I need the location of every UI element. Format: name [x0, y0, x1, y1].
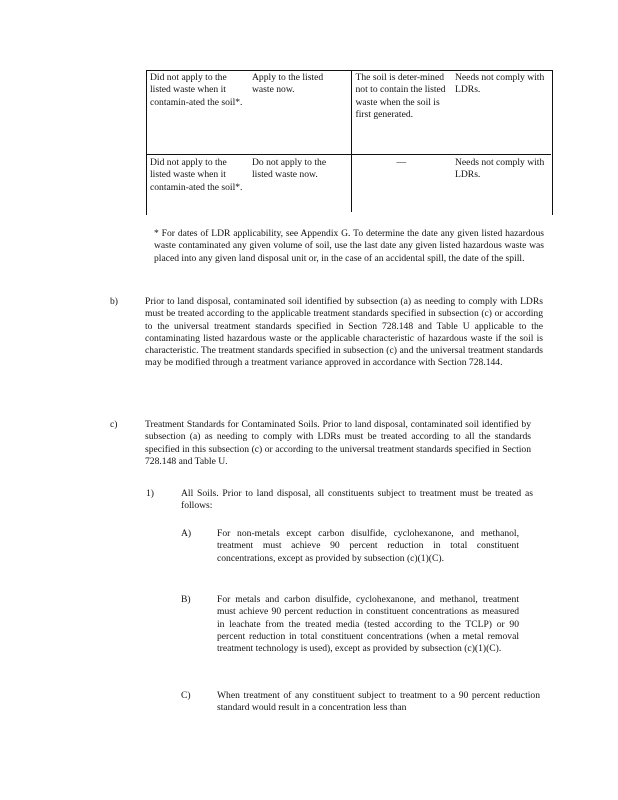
- table-footnote: * For dates of LDR applicability, see Appendix G. To determine the date any given listed hazardous waste contaminated any given volume of soil, use the last date any given listed hazardous waste was placed into any given land disposal unit or, in the case of an accidental spill, the date of the spill.: [154, 228, 544, 264]
- item-label: 1): [146, 488, 154, 499]
- table-cell: Did not apply to the listed waste when it contamin-ated the soil*.: [150, 157, 243, 193]
- table-row: [146, 70, 551, 155]
- section-label: b): [110, 296, 118, 307]
- section-c-text: Treatment Standards for Contaminated Soils. Prior to land disposal, contaminated soil identified by subsection (a) as needing to comply with LDRs must be treated according to all the standards specified in this subsection (c) or according to the universal treatment standards specified in Section 728.148 and Table U.: [145, 419, 531, 467]
- item-label: A): [181, 528, 192, 539]
- item-label: B): [181, 594, 191, 605]
- table-cell: Needs not comply with LDRs.: [451, 70, 551, 155]
- table-cell: —: [351, 155, 451, 213]
- table-cell: The soil is deter-mined not to contain the listed waste when the soil is first generated.: [351, 70, 451, 155]
- table-cell: Did not apply to the listed waste when it contamin-ated the soil*.: [146, 70, 248, 155]
- item-label: C): [181, 690, 191, 701]
- section-label: c): [110, 419, 118, 430]
- item-1-text: All Soils. Prior to land disposal, all constituents subject to treatment must be treated as follows:: [181, 488, 533, 512]
- table-cell: Apply to the listed waste now.: [248, 70, 351, 155]
- table-cell: Needs not comply with LDRs.: [455, 157, 545, 181]
- table-row: [146, 155, 551, 213]
- ldr-applicability-table: [146, 70, 551, 212]
- item-c-text: When treatment of any constituent subject to treatment to a 90 percent reduction standard would result in a concentration less than: [217, 690, 540, 714]
- item-a-text: For non-metals except carbon disulfide, cyclohexanone, and methanol, treatment must achieve 90 percent reduction in total constituent concentrations, except as provided by subsection (c)(1)(C).: [217, 528, 519, 564]
- section-b-text: Prior to land disposal, contaminated soil identified by subsection (a) as needing to comply with LDRs must be treated according to the applicable treatment standards specified in subsection (c) or according to the universal treatment standards specified in Section 728.148 and Table U applicable to the contaminating listed hazardous waste or the applicable characteristic of hazardous waste if the soil is characteristic. The treatment standards specified in subsection (c) and the universal treatment standards may be modified through a treatment variance approved in accordance with Section 728.144.: [145, 296, 543, 369]
- table-cell: Do not apply to the listed waste now.: [252, 157, 327, 181]
- item-b-text: For metals and carbon disulfide, cyclohexanone, and methanol, treatment must achieve 90 percent reduction in constituent concentrations as measured in leachate from the treated media (tested according to the TCLP) or 90 percent reduction in total constituent concentrations (when a metal removal treatment technology is used), except as provided by subsection (c)(1)(C).: [217, 594, 519, 655]
